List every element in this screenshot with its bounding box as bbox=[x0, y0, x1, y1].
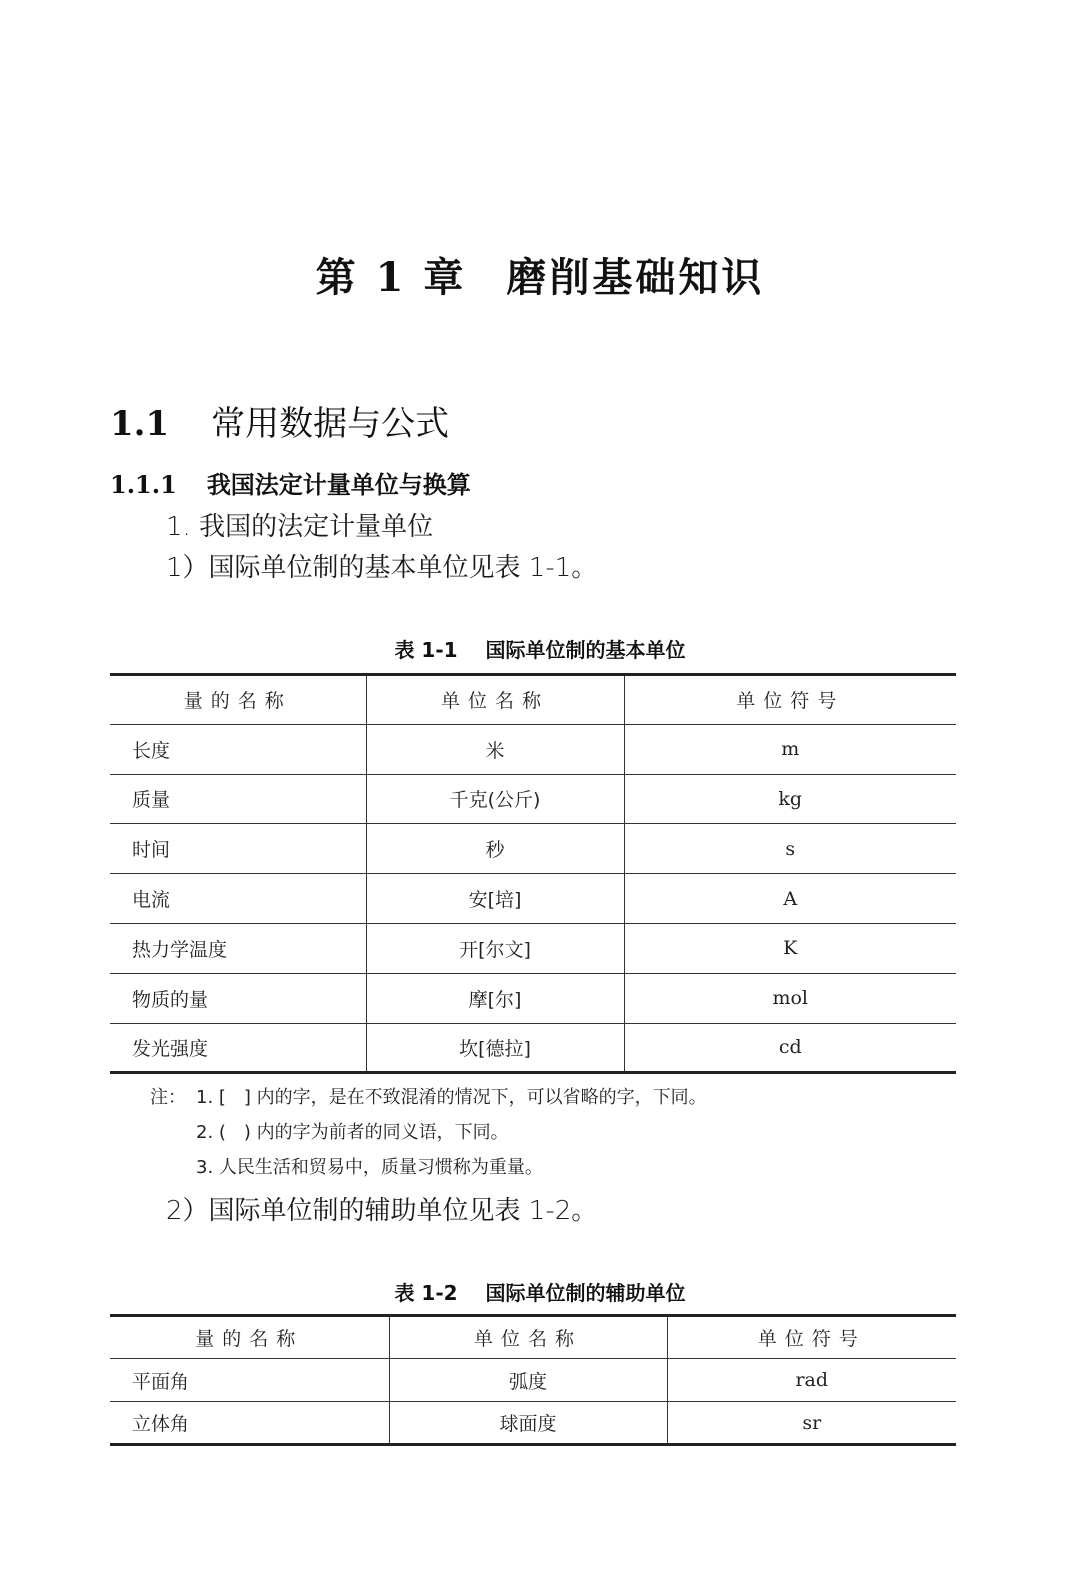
header-quantity-name: 量的名称 bbox=[110, 675, 366, 725]
table2-caption bbox=[0, 1277, 1080, 1306]
paragraph-base-units-ref: 1）国际单位制的基本单位见表 1-1。 bbox=[166, 553, 598, 583]
unit-symbol-cell: rad bbox=[667, 1359, 956, 1402]
unit-symbol-cell: cd bbox=[624, 1023, 956, 1073]
table-row bbox=[110, 923, 956, 973]
subsection-heading bbox=[110, 465, 471, 500]
quantity-cell: 电流 bbox=[110, 874, 366, 924]
unit-name-cell: 球面度 bbox=[389, 1402, 667, 1445]
quantity-cell: 物质的量 bbox=[110, 973, 366, 1023]
header-unit-name: 单位名称 bbox=[389, 1316, 667, 1359]
table1-notes bbox=[150, 1084, 707, 1189]
section-number: 1.1 bbox=[110, 404, 170, 444]
supplementary-units-table bbox=[110, 1314, 956, 1446]
unit-name-cell: 安[培] bbox=[366, 874, 624, 924]
unit-symbol-cell: K bbox=[624, 923, 956, 973]
unit-symbol-cell: mol bbox=[624, 973, 956, 1023]
table2-caption-title: 国际单位制的辅助单位 bbox=[485, 1281, 686, 1305]
subsection-title: 我国法定计量单位与换算 bbox=[206, 471, 471, 499]
chapter-title bbox=[0, 246, 1080, 303]
unit-name-cell: 弧度 bbox=[389, 1359, 667, 1402]
header-unit-symbol: 单位符号 bbox=[667, 1316, 956, 1359]
quantity-cell: 立体角 bbox=[110, 1402, 389, 1445]
unit-name-cell: 秒 bbox=[366, 824, 624, 874]
unit-symbol-cell: m bbox=[624, 724, 956, 774]
notes-label: 注： bbox=[150, 1087, 186, 1108]
table2-caption-number: 表 1-2 bbox=[394, 1281, 458, 1305]
table-row bbox=[110, 1023, 956, 1073]
note-item bbox=[150, 1154, 707, 1189]
table-header-row bbox=[110, 675, 956, 725]
table-row bbox=[110, 874, 956, 924]
section-heading bbox=[110, 396, 449, 445]
table-row bbox=[110, 973, 956, 1023]
quantity-cell: 质量 bbox=[110, 774, 366, 824]
table1-caption bbox=[0, 634, 1080, 663]
header-quantity-name: 量的名称 bbox=[110, 1316, 389, 1359]
unit-symbol-cell: kg bbox=[624, 774, 956, 824]
note-text: 1. [ ] 内的字，是在不致混淆的情况下，可以省略的字，下同。 bbox=[196, 1087, 707, 1108]
table-row bbox=[110, 724, 956, 774]
unit-name-cell: 开[尔文] bbox=[366, 923, 624, 973]
note-item bbox=[150, 1084, 707, 1119]
table-row bbox=[110, 824, 956, 874]
quantity-cell: 长度 bbox=[110, 724, 366, 774]
unit-name-cell: 米 bbox=[366, 724, 624, 774]
paragraph-supplementary-units-ref: 2）国际单位制的辅助单位见表 1-2。 bbox=[166, 1196, 598, 1226]
quantity-cell: 发光强度 bbox=[110, 1023, 366, 1073]
table1-caption-title: 国际单位制的基本单位 bbox=[485, 638, 686, 662]
unit-symbol-cell: s bbox=[624, 824, 956, 874]
note-item bbox=[150, 1119, 707, 1154]
chapter-number: 第 1 章 bbox=[315, 254, 467, 301]
paragraph-statutory-units: 1. 我国的法定计量单位 bbox=[166, 512, 434, 542]
header-unit-name: 单位名称 bbox=[366, 675, 624, 725]
base-units-table bbox=[110, 673, 956, 1074]
header-unit-symbol: 单位符号 bbox=[624, 675, 956, 725]
table-header-row bbox=[110, 1316, 956, 1359]
unit-symbol-cell: A bbox=[624, 874, 956, 924]
unit-name-cell: 千克(公斤) bbox=[366, 774, 624, 824]
table-row bbox=[110, 774, 956, 824]
chapter-name: 磨削基础知识 bbox=[506, 254, 765, 301]
quantity-cell: 平面角 bbox=[110, 1359, 389, 1402]
quantity-cell: 热力学温度 bbox=[110, 923, 366, 973]
quantity-cell: 时间 bbox=[110, 824, 366, 874]
unit-symbol-cell: sr bbox=[667, 1402, 956, 1445]
table1-caption-number: 表 1-1 bbox=[394, 638, 458, 662]
table-row bbox=[110, 1359, 956, 1402]
unit-name-cell: 坎[德拉] bbox=[366, 1023, 624, 1073]
subsection-number: 1.1.1 bbox=[110, 470, 177, 499]
unit-name-cell: 摩[尔] bbox=[366, 973, 624, 1023]
note-text: 3. 人民生活和贸易中，质量习惯称为重量。 bbox=[196, 1157, 543, 1178]
note-text: 2. ( ) 内的字为前者的同义语，下同。 bbox=[196, 1122, 509, 1143]
section-title: 常用数据与公式 bbox=[211, 404, 450, 444]
table-row bbox=[110, 1402, 956, 1445]
